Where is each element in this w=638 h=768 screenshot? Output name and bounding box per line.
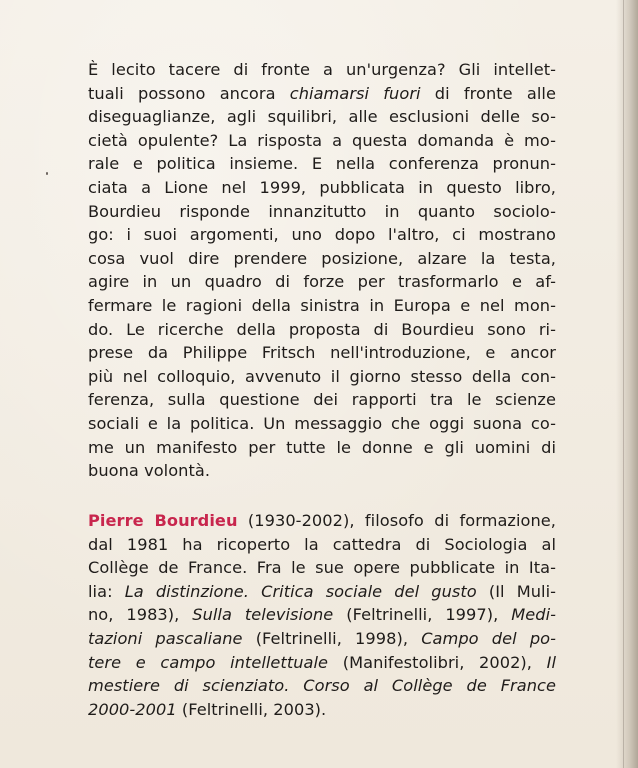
blurb-line: cosa vuol dire prendere posizione, alzare la testa, — [88, 248, 556, 268]
blurb-line: Bourdieu risponde innanzitutto in quanto sociolo- — [88, 201, 556, 221]
blurb-line: ferenza, sulla questione dei rapporti tra le scienze — [88, 390, 556, 410]
author-name: Pierre Bourdieu — [88, 511, 238, 530]
blurb-line: ciata a Lione nel 1999, pubblicata in questo libro, — [88, 177, 556, 197]
blurb-line: go: i suoi argomenti, uno dopo l'altro, ci mostrano — [88, 225, 556, 245]
italic-title: Sulla televisione — [192, 605, 334, 625]
blurb-line: me un manifesto per tutte le donne e gli uomini di — [88, 437, 556, 457]
blurb-line: È lecito tacere di fronte a un'urgenza? Gli intellet- — [88, 60, 556, 79]
blurb-line: do. Le ricerche della proposta di Bourdieu sono ri- — [88, 319, 556, 339]
bio-line — [88, 674, 556, 698]
italic-title: mestiere di scienziato. Corso al Collège de France — [88, 676, 556, 696]
bio-line: tere e campo intellettuale (Manifestolibri, 2002), Il — [88, 652, 557, 672]
paper-speck — [46, 172, 48, 175]
bio-line: no, 1983), Sulla televisione (Feltrinelli, 1997), Medi- — [88, 605, 557, 625]
blurb-line: più nel colloquio, avvenuto il giorno stesso della con- — [88, 366, 556, 386]
italic-title: Il — [546, 652, 557, 672]
italic-title: Medi- — [511, 605, 557, 625]
blurb-line: prese da Philippe Fritsch nell'introduzione, e ancor — [88, 343, 556, 363]
spine-shadow — [616, 0, 638, 768]
blurb-line: fermare le ragioni della sinistra in Europa e nel mon- — [88, 295, 556, 315]
bio-line — [88, 509, 556, 533]
blurb-line: sociali e la politica. Un messaggio che oggi suona co- — [88, 413, 556, 433]
italic-title: tazioni pascaliane — [88, 628, 243, 648]
bio-line: lia: La distinzione. Critica sociale del gusto (Il Muli- — [88, 581, 557, 601]
bio-line: tazioni pascaliane (Feltrinelli, 1998), Campo del po- — [88, 628, 556, 648]
italic-title: La distinzione. Critica sociale del gusto — [124, 581, 477, 601]
blurb-line: rale e politica insieme. E nella conferenza pronun- — [88, 154, 556, 174]
bio-line: 2000-2001 (Feltrinelli, 2003). — [88, 699, 327, 719]
italic-title: tere e campo intellettuale — [88, 652, 329, 672]
blurb-line: cietà opulente? La risposta a questa domanda è mo- — [88, 130, 556, 150]
spine-edge — [623, 0, 624, 768]
bio-line: Collège de France. Fra le sue opere pubblicate in Ita- — [88, 558, 556, 578]
blurb-line: buona volontà. — [88, 461, 211, 481]
blurb-line: tuali possono ancora chiamarsi fuori di fronte alle — [88, 83, 556, 103]
author-bio-paragraph — [88, 509, 556, 721]
bio-line: dal 1981 ha ricoperto la cattedra di Sociologia al — [88, 534, 556, 554]
italic-title: 2000-2001 — [88, 699, 177, 719]
bio-first-line-text: (1930-2002), filosofo di formazione, — [237, 511, 556, 530]
blurb-line: agire in un quadro di forze per trasformarlo e af- — [88, 272, 556, 292]
italic-title: Campo del po- — [421, 628, 556, 648]
italic-title: chiamarsi fuori — [289, 83, 421, 103]
blurb-line: diseguaglianze, agli squilibri, alle esclusioni delle so- — [88, 107, 556, 127]
blurb-paragraph — [88, 58, 556, 483]
